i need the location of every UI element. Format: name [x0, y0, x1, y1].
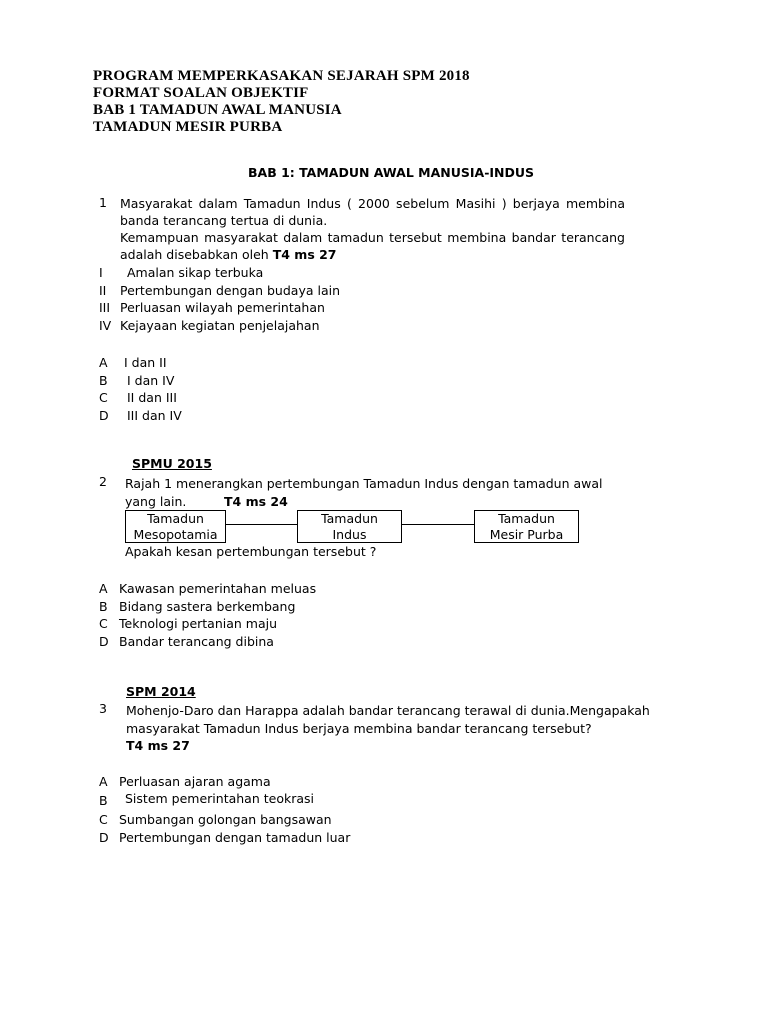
- diagram-connector-1: [226, 524, 297, 525]
- q3-option-c-letter: C: [99, 812, 108, 827]
- diagram-box-mesir-purba: [474, 510, 579, 543]
- q1-ref: T4 ms 27: [272, 247, 337, 262]
- header-line-1: PROGRAM MEMPERKASAKAN SEJARAH SPM 2018: [93, 68, 470, 84]
- diagram-box-2-line1: Tamadun: [321, 511, 378, 526]
- q1-text-a: Masyarakat dalam Tamadun Indus ( 2000 sebelum Masihi ) berjaya membina banda terancang tertua di dunia.: [120, 196, 625, 228]
- q1-stmt-1-text: Amalan sikap terbuka: [127, 265, 264, 280]
- q1-text-b: Kemampuan masyarakat dalam tamadun tersebut membina bandar terancang adalah disebabkan oleh: [120, 230, 625, 262]
- q2-number: 2: [99, 474, 107, 489]
- q2-option-d-letter: D: [99, 634, 109, 649]
- q2-text-2: yang lain.: [125, 494, 187, 509]
- q2-option-b-text[interactable]: Bidang sastera berkembang: [119, 599, 296, 614]
- q2-option-a-letter: A: [99, 581, 108, 596]
- q1-stmt-4-text: Kejayaan kegiatan penjelajahan: [120, 318, 320, 333]
- q1-number: 1: [99, 195, 107, 210]
- q1-stmt-2-text: Pertembungan dengan budaya lain: [120, 283, 341, 298]
- q3-option-d-letter: D: [99, 830, 109, 845]
- diagram-box-3-line2: Mesir Purba: [489, 527, 564, 542]
- q3-number: 3: [99, 701, 107, 716]
- q2-option-d-text[interactable]: Bandar terancang dibina: [119, 634, 274, 649]
- header-line-3: BAB 1 TAMADUN AWAL MANUSIA: [93, 102, 342, 118]
- q3-option-d-text[interactable]: Pertembungan dengan tamadun luar: [119, 830, 351, 845]
- q2-source: SPMU 2015: [132, 456, 212, 471]
- diagram-connector-2: [402, 524, 474, 525]
- q2-text: Rajah 1 menerangkan pertembungan Tamadun Indus dengan tamadun awal: [125, 476, 603, 491]
- diagram-box-mesopotamia: [125, 510, 226, 543]
- q1-option-b-letter: B: [99, 373, 108, 388]
- diagram-box-indus: [297, 510, 402, 543]
- q2-question: Apakah kesan pertembungan tersebut ?: [125, 544, 377, 559]
- q1-stmt-3-text: Perluasan wilayah pemerintahan: [120, 300, 325, 315]
- q2-option-c-letter: C: [99, 616, 108, 631]
- q1-stmt-3-num: III: [99, 300, 111, 315]
- q1-stmt-2-num: II: [99, 283, 107, 298]
- q1-option-d-letter: D: [99, 408, 109, 423]
- q1-option-c-text[interactable]: II dan III: [127, 390, 177, 405]
- q2-option-a-text[interactable]: Kawasan pemerintahan meluas: [119, 581, 317, 596]
- q3-ref: T4 ms 27: [126, 738, 190, 753]
- q3-text-1: Mohenjo-Daro dan Harappa adalah bandar terancang terawal di dunia.Mengapakah: [126, 703, 650, 718]
- diagram-box-1-line1: Tamadun: [147, 511, 204, 526]
- q3-option-a-letter: A: [99, 774, 108, 789]
- q1-stmt-4-num: IV: [99, 318, 112, 333]
- q1-option-b-text[interactable]: I dan IV: [127, 373, 175, 388]
- header-line-2: FORMAT SOALAN OBJEKTIF: [93, 85, 309, 101]
- q3-option-a-text[interactable]: Perluasan ajaran agama: [119, 774, 271, 789]
- q3-option-c-text[interactable]: Sumbangan golongan bangsawan: [119, 812, 332, 827]
- q3-option-b-text[interactable]: Sistem pemerintahan teokrasi: [125, 791, 314, 806]
- q1-option-d-text[interactable]: III dan IV: [127, 408, 182, 423]
- section-title: BAB 1: TAMADUN AWAL MANUSIA-INDUS: [248, 165, 535, 180]
- header-line-4: TAMADUN MESIR PURBA: [93, 119, 283, 135]
- q1-text-b-wrap: [120, 229, 625, 263]
- q1-option-c-letter: C: [99, 390, 108, 405]
- diagram-box-3-line1: Tamadun: [498, 511, 555, 526]
- q2-option-b-letter: B: [99, 599, 108, 614]
- q3-option-b-letter: B: [99, 793, 108, 808]
- diagram-box-2-line2: Indus: [332, 527, 367, 542]
- q1-option-a-letter: A: [99, 355, 108, 370]
- q3-text-2: masyarakat Tamadun Indus berjaya membina bandar terancang tersebut?: [126, 721, 592, 736]
- q2-ref: T4 ms 24: [224, 494, 288, 509]
- diagram-box-1-line2: Mesopotamia: [133, 527, 218, 542]
- q2-option-c-text[interactable]: Teknologi pertanian maju: [119, 616, 278, 631]
- q1-option-a-text[interactable]: I dan II: [124, 355, 167, 370]
- q1-stmt-1-num: I: [99, 265, 103, 280]
- q3-source: SPM 2014: [126, 684, 196, 699]
